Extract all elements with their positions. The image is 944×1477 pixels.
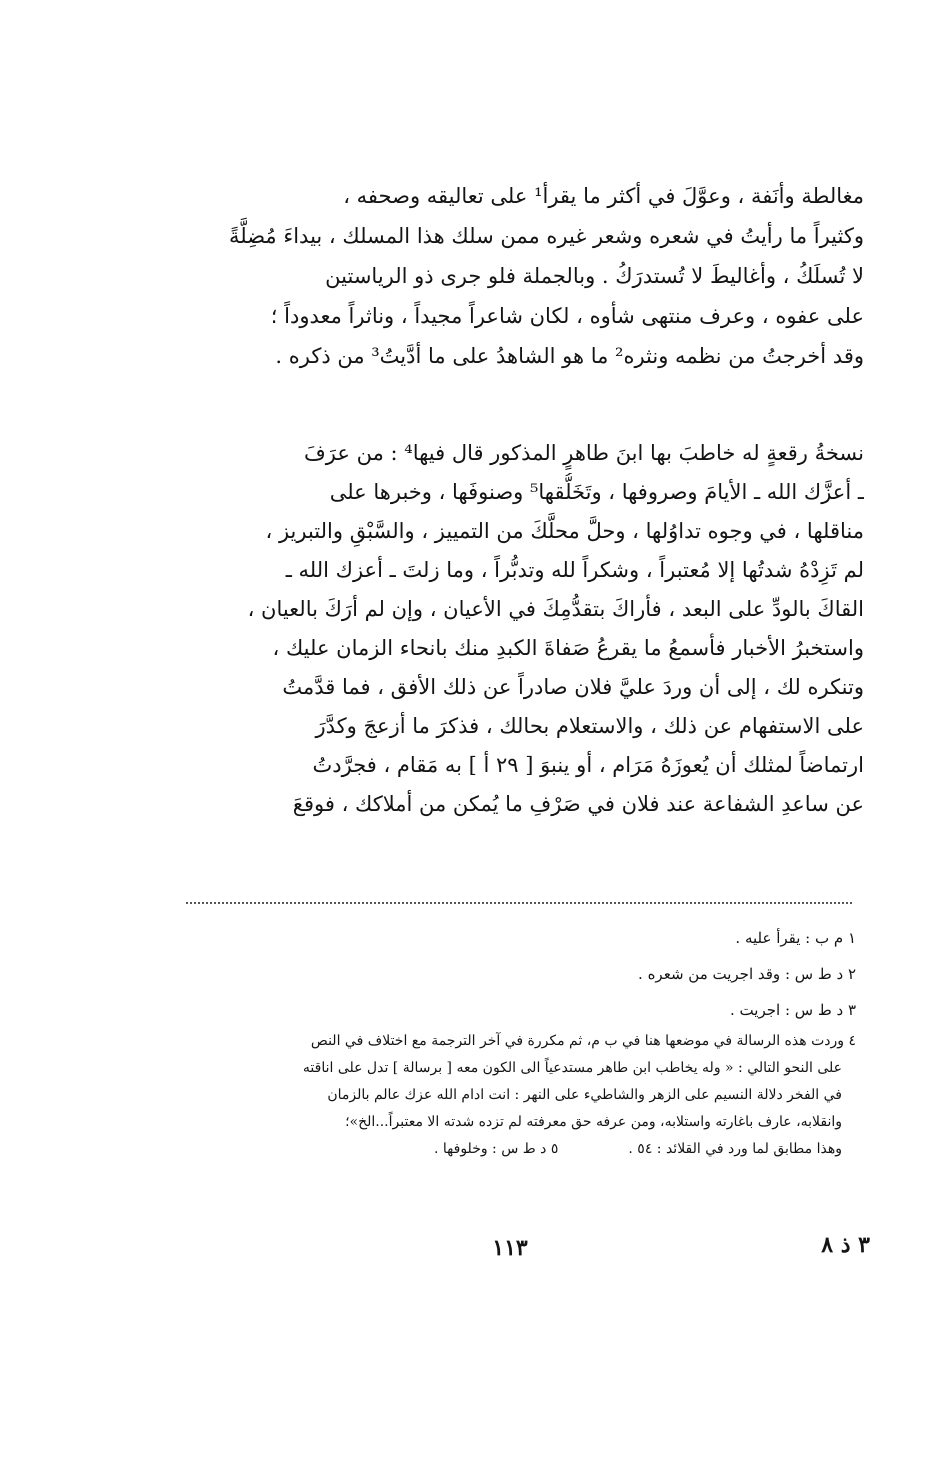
text-line: وقد أخرجتُ من نظمه ونثره² ما هو الشاهدُ على ما أدَّيتُ³ من ذكره . [275,344,864,368]
text-line: على عفوه ، وعرف منتهى شأوه ، لكان شاعراً مجيداً ، وناثراً معدوداً ؛ [270,304,864,328]
text-line: على الاستفهام عن ذلك ، والاستعلام بحالك ، فذكرَ ما أزعجَ وكدَّرَ [315,714,864,738]
footnote-line: في الفخر دلالة النسيم على الزهر والشاطيء على النهر : انت ادام الله عزك عالم بالزمان [327,1087,842,1103]
footnotes [186,920,864,1163]
footnote-4-end: وهذا مطابق لما ورد في القلائد : ٥٤ . [628,1141,842,1157]
text-line: القاكَ بالودِّ على البعد ، فأراكَ بتقدُّمِكَ في الأعيان ، وإن لم أرَكَ بالعيان ، [247,597,864,621]
text-line: نسخةُ رقعةٍ له خاطبَ بها ابنَ طاهرٍ المذكور قال فيها⁴ : من عرَفَ [304,441,864,465]
text-line: ـ أعزَّك الله ـ الأيامَ وصروفها ، وتَخَلُّقها⁵ وصنوفَها ، وخبرها على [329,480,864,504]
text-line: عن ساعدِ الشفاعة عند فلان في صَرْفِ ما يُمكن من أملاكك ، فوقعَ [292,792,864,816]
text-line: وكثيراً ما رأيتُ في شعره وشعر غيره ممن سلك هذا المسلك ، بيداءَ مُضِلَّةً [229,224,864,248]
text-line: وتنكره لك ، إلى أن وردَ عليَّ فلان صادراً عن ذلك الأفق ، فما قدَّمتُ [282,675,864,699]
signature-mark: ٣ ذ ٨ [821,1232,870,1258]
footnote-2: ٢ د ط س : وقد اجريت من شعره . [638,965,856,983]
page-number: ١١٣ [492,1235,528,1261]
footnote-line: وانقلابه، عارف باغارته واستلابه، ومن عرفه حق معرفته لم تزده شدته الا معتبراً...الخ»؛ [345,1114,842,1130]
text-line: لم تَزِدْهُ شدتُها إلا مُعتبراً ، وشكراً لله وتدبُّراً ، وما زلتَ ـ أعزك الله ـ [285,558,864,582]
footnote-last-line [186,1136,864,1163]
text-line: لا تُسلَكُ ، وأغاليطَ لا تُستدرَكُ . وبالجملة فلو جرى ذو الرياستين [325,264,864,288]
footnote-line: ٤ وردت هذه الرسالة في موضعها هنا في ب م، ثم مكررة في آخر الترجمة مع اختلاف في النص [310,1033,856,1049]
footnote-1: ١ م ب : يقرأ عليه . [735,929,856,947]
text-line: مغالطة وأنَفة ، وعوَّلَ في أكثر ما يقرأ¹ على تعاليقه وصحفه ، [343,184,864,208]
footnote-3: ٣ د ط س : اجريت . [730,1001,856,1019]
footnote-5: ٥ د ط س : وخلوفها . [434,1141,559,1157]
text-line: مناقلها ، في وجوه تداوُلها ، وحلَّ محلَّكَ من التمييز ، والسَّبْقِ والتبريز ، [265,519,864,543]
footnote-4 [186,1028,864,1136]
paragraph-2 [186,434,864,824]
paragraph-1 [186,176,864,376]
footnote-separator [186,902,852,904]
footnote-line: على النحو التالي : « وله يخاطب ابن طاهر مستدعياً الى الكون معه [ برسالة ] تدل على اناقته [302,1060,842,1076]
text-line: ارتماضاً لمثلك أن يُعوزَهُ مَرَام ، أو ينبوَ [ ٢٩ أ ] به مَقام ، فجرَّدتُ [312,753,864,777]
text-line: واستخبرُ الأخبار فأسمعُ ما يقرعُ صَفاةَ الكبدِ منك بانحاء الزمان عليك ، [272,636,864,660]
